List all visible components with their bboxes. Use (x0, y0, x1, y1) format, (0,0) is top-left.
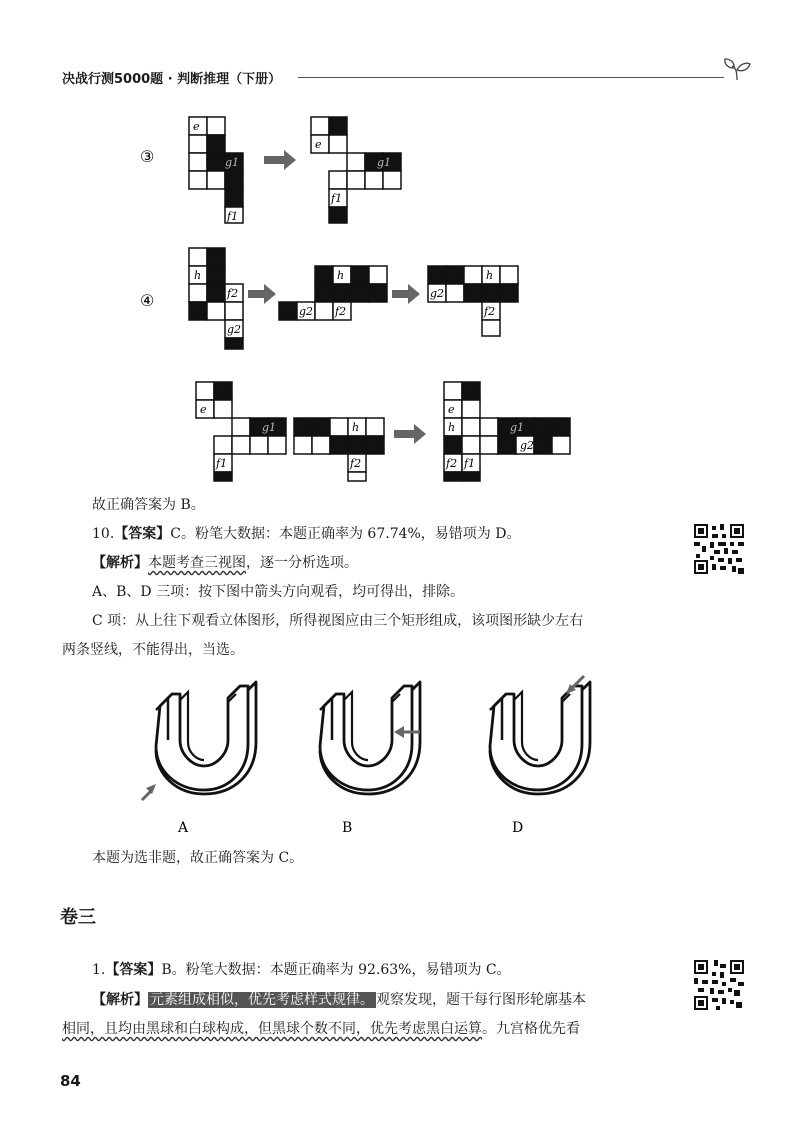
q1-answer-line (92, 960, 511, 980)
figure-step4 (140, 244, 530, 350)
step4-c-label-h: h (486, 269, 494, 282)
q1-analysis-wave: 相同，且均由黑球和白球构成，但黑球个数不同，优先考虑黑白运算 (62, 1021, 482, 1037)
step3-after-label-e: e (315, 138, 322, 151)
step4-c-label-g: g2 (430, 287, 445, 300)
combine-result-label-h: h (448, 421, 456, 434)
step4-net-b (279, 266, 387, 320)
combine-mid-label-h: h (352, 421, 360, 434)
q10-number: 10. (92, 526, 115, 542)
combine-left-label-e: e (200, 403, 207, 416)
step3-after-label-g: g1 (377, 156, 392, 169)
q10-option-c-line1: C 项：从上往下观看立体图形，所得视图应由三个矩形组成，该项图形缺少左右 (92, 613, 584, 629)
figure-u-views (120, 670, 600, 842)
combine-left-label-f: f1 (216, 457, 228, 470)
step4-marker: ④ (140, 291, 155, 310)
q1-analysis-rest1: 观察发现，题干每行图形轮廓基本 (376, 992, 586, 1008)
qr-code-icon[interactable] (694, 524, 744, 574)
sprout-icon (722, 56, 752, 82)
step4-c-label-f: f2 (484, 305, 496, 318)
view-label-a: A (178, 820, 189, 836)
combine-result-label-g2: g2 (520, 439, 535, 452)
step4-b-label-g: g2 (299, 305, 314, 318)
view-label-d: D (512, 820, 524, 836)
running-header (62, 66, 752, 88)
combine-result-label-g1: g1 (510, 421, 525, 434)
q1-analysis-line2 (62, 1019, 580, 1039)
right-arrow-icon (264, 150, 296, 170)
combine-result-label-e: e (448, 403, 455, 416)
q1-highlight: 元素组成相似，优先考虑样式规律。 (150, 992, 374, 1008)
view-a-arrow-icon (142, 784, 156, 800)
q1-analysis-tail: 。九宫格优先看 (482, 1021, 580, 1037)
combine-left-label-g: g1 (262, 421, 277, 434)
q10-answer-tag: 【答案】 (114, 526, 171, 542)
step4-a-label-f: f2 (227, 287, 239, 300)
step4-net-c (428, 266, 518, 336)
right-arrow-icon (392, 284, 420, 304)
q10-option-c-line2: 两条竖线，不能得出，当选。 (62, 642, 244, 658)
step3-after-net (311, 117, 401, 223)
combine-result-label-f2: f2 (446, 457, 458, 470)
q10-answer-line (92, 524, 520, 544)
step3-before-label-f: f1 (227, 210, 239, 223)
view-b-shape (320, 682, 420, 794)
step3-marker: ③ (140, 147, 155, 166)
q10-analysis-line (92, 553, 358, 573)
step4-a-label-g: g2 (227, 323, 242, 336)
q10-analysis-head: 本题考查三视图 (148, 555, 246, 571)
q9-conclusion: 故正确答案为 B。 (92, 497, 205, 513)
q1-analysis-tag: 【解析】 (92, 992, 148, 1008)
combine-result-label-f1: f1 (464, 457, 476, 470)
figure-step3 (140, 112, 410, 224)
combine-mid-label-f: f2 (350, 457, 362, 470)
view-d-shape (490, 682, 590, 794)
q1-analysis-line1 (92, 990, 586, 1010)
q10-answer-text: C。粉笔大数据：本题正确率为 67.74%，易错项为 D。 (170, 526, 521, 542)
figure-combine (190, 378, 590, 482)
page-number: 84 (60, 1072, 81, 1090)
step3-after-label-f: f1 (331, 192, 343, 205)
q10-analysis-rest: ，逐一分析选项。 (246, 555, 358, 571)
q10-option-abd: A、B、D 三项：按下图中箭头方向观看，均可得出，排除。 (92, 584, 465, 600)
q10-conclusion: 本题为选非题，故正确答案为 C。 (92, 850, 304, 866)
view-label-b: B (342, 820, 353, 836)
qr-code-icon[interactable] (694, 960, 744, 1010)
step4-b-label-f: f2 (335, 305, 347, 318)
q10-analysis-tag: 【解析】 (92, 555, 148, 571)
header-rule (298, 77, 724, 78)
step4-b-label-h: h (337, 269, 345, 282)
step4-a-label-h: h (194, 269, 202, 282)
step3-before-label-g: g1 (225, 156, 240, 169)
step3-before-label-e: e (193, 120, 200, 133)
combine-mid-label-g: g2 (294, 439, 309, 452)
right-arrow-icon (248, 284, 276, 304)
combine-result-net (444, 382, 570, 481)
q1-answer-text: B。粉笔大数据：本题正确率为 92.63%，易错项为 C。 (161, 962, 511, 978)
section-title: 卷三 (60, 907, 96, 928)
view-a-shape (156, 682, 256, 794)
q1-number: 1. (92, 962, 106, 978)
right-arrow-icon (394, 424, 426, 444)
book-title: 决战行测5000题 · 判断推理（下册） (62, 72, 282, 87)
q1-answer-tag: 【答案】 (105, 962, 162, 978)
